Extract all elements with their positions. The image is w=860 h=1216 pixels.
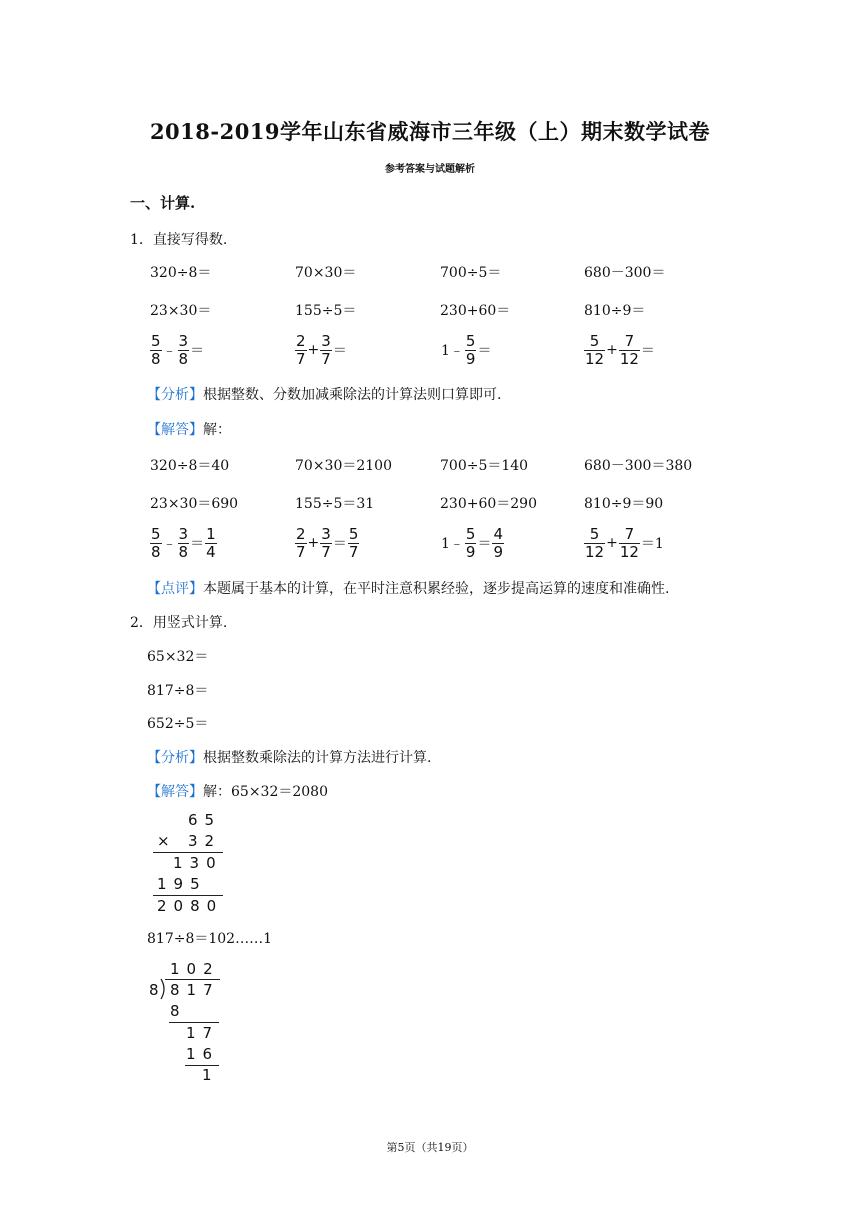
division-bracket-icon (160, 978, 168, 1000)
page-title: 2018-2019学年山东省威海市三年级（上）期末数学试卷 (149, 119, 711, 144)
question-2-label: 2．用竖式计算. (130, 615, 228, 631)
fraction-problem: $\frac{5}{8}$ ﹣ $\frac{3}{8}$ ＝ (151, 331, 205, 368)
division-result: 817÷8＝102……1 (147, 931, 272, 947)
analysis-line: 【分析】根据整数乘除法的计算方法进行计算. (147, 750, 432, 766)
analysis-line: 【分析】根据整数、分数加减乘除法的计算法则口算即可. (147, 387, 502, 403)
problem-item: 65×32＝ (147, 649, 209, 665)
answer-cell: 155÷5＝31 (295, 496, 375, 512)
problem-item: 652÷5＝ (147, 716, 209, 732)
answer-cell: 230+60＝290 (440, 496, 537, 512)
problem-cell: 230+60＝ (440, 303, 511, 319)
vertical-multiplication: 65 × 32 130 195 2080 (145, 808, 235, 918)
question-1-label: 1．直接写得数. (130, 232, 228, 248)
problem-cell: 680－300＝ (584, 265, 666, 281)
answer-line: 【解答】解：65×32＝2080 (147, 784, 328, 800)
answer-tag: 【解答】 (147, 422, 203, 438)
answer-cell: 320÷8＝40 (150, 458, 230, 474)
problem-cell: 23×30＝ (150, 303, 212, 319)
answer-cell: 700÷5＝140 (440, 458, 529, 474)
page-footer: 第5页（共19页） (386, 1141, 474, 1154)
problem-cell: 320÷8＝ (150, 265, 212, 281)
analysis-tag: 【分析】 (147, 387, 203, 403)
analysis-tag: 【分析】 (147, 750, 203, 766)
fraction-problem: $\frac{2}{7}$ + $\frac{3}{7}$ ＝ (296, 331, 347, 368)
problem-cell: 70×30＝ (295, 265, 357, 281)
answer-cell: 23×30＝690 (150, 496, 239, 512)
problem-cell: 810÷9＝ (584, 303, 646, 319)
long-division: 102 8 817 8 17 16 1 (149, 960, 220, 1084)
comment-line: 【点评】本题属于基本的计算，在平时注意积累经验，逐步提高运算的速度和准确性. (147, 581, 670, 597)
problem-cell: 700÷5＝ (440, 265, 502, 281)
comment-tag: 【点评】 (147, 581, 203, 597)
fraction-problem: 1﹣ $\frac{5}{9}$ ＝ (441, 331, 492, 368)
fraction-problem: $\frac{5}{12}$ + $\frac{7}{12}$ ＝ (585, 331, 655, 368)
answer-line: 【解答】解： (147, 422, 231, 438)
page-subtitle: 参考答案与试题解析 (385, 164, 475, 175)
answer-cell: 810÷9＝90 (584, 496, 664, 512)
fraction-answer: $\frac{5}{12}$ + $\frac{7}{12}$ ＝1 (585, 524, 664, 561)
problem-cell: 155÷5＝ (295, 303, 357, 319)
answer-cell: 70×30＝2100 (295, 458, 392, 474)
fraction-answer: 1﹣ $\frac{5}{9}$ ＝ $\frac{4}{9}$ (441, 524, 504, 561)
section-heading: 一、计算. (130, 194, 196, 212)
fraction-answer: $\frac{2}{7}$ + $\frac{3}{7}$ ＝ $\frac{5}{7}$ (296, 524, 359, 561)
fraction-answer: $\frac{5}{8}$ ﹣ $\frac{3}{8}$ ＝ $\frac{1}{4}$ (151, 524, 216, 561)
answer-tag: 【解答】 (147, 784, 203, 800)
answer-cell: 680－300＝380 (584, 458, 693, 474)
problem-item: 817÷8＝ (147, 683, 209, 699)
